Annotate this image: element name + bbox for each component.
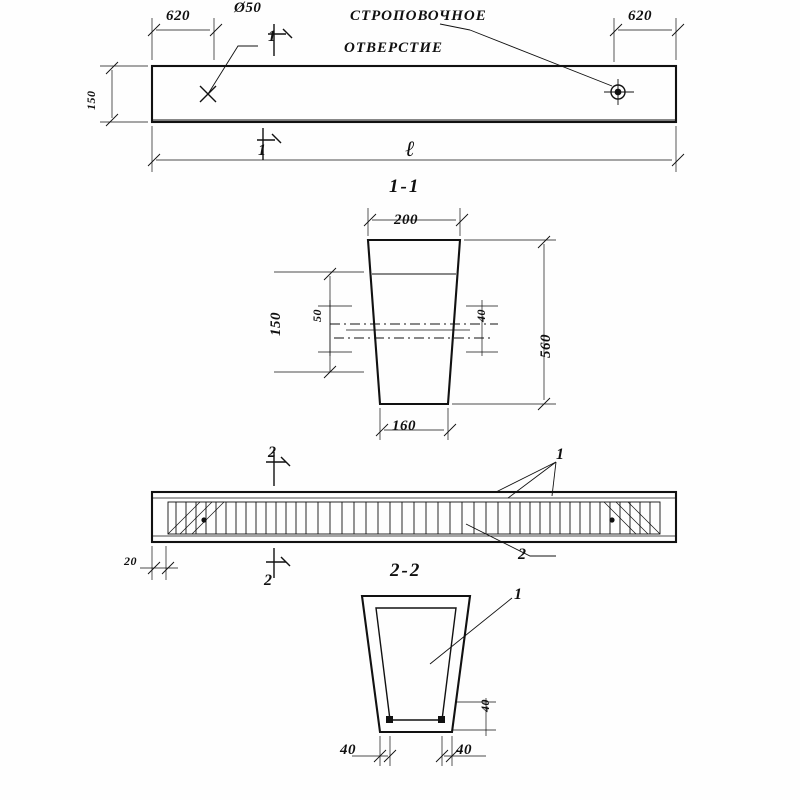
bar-mark-1-s22: 1 [514, 586, 523, 603]
dim-s22-bottom-right: 40 [456, 742, 472, 758]
dim-s11-inner-right: 40 [474, 309, 488, 322]
dim-s11-left-height: 150 [268, 312, 284, 336]
dim-s11-bottom-width: 160 [392, 418, 416, 434]
section-mark-2-bottom: 2 [264, 572, 273, 589]
dim-left-offset: 620 [166, 8, 190, 24]
dim-s11-top-width: 200 [394, 212, 418, 228]
section-2-2-label: 2-2 [390, 560, 422, 581]
dim-end-cover: 20 [124, 554, 137, 568]
dim-right-offset: 620 [628, 8, 652, 24]
dim-length-ell: ℓ [405, 136, 415, 161]
section-2-2-geometry [352, 596, 512, 766]
section-1-1-label: 1-1 [389, 176, 421, 197]
bar-mark-2-reinf: 2 [518, 546, 527, 563]
dim-s11-right-height: 560 [538, 334, 554, 358]
dim-s22-side-cover: 40 [478, 699, 492, 712]
bar-mark-1-reinf: 1 [556, 446, 565, 463]
dim-s22-bottom-left: 40 [340, 742, 356, 758]
dim-beam-height: 150 [84, 90, 98, 110]
section-1-1-geometry [274, 208, 556, 440]
section-mark-1-top: 1 [268, 28, 277, 45]
dim-s11-inner-left: 50 [310, 309, 324, 322]
lifting-hole-note-line2: ОТВЕРСТИЕ [344, 40, 444, 56]
lifting-hole-note-line1: СТРОПОВОЧНОЕ [350, 8, 487, 24]
hole-diameter-label: Ø50 [234, 0, 262, 16]
section-mark-1-bottom: 1 [258, 142, 267, 159]
section-mark-2-top: 2 [268, 444, 277, 461]
